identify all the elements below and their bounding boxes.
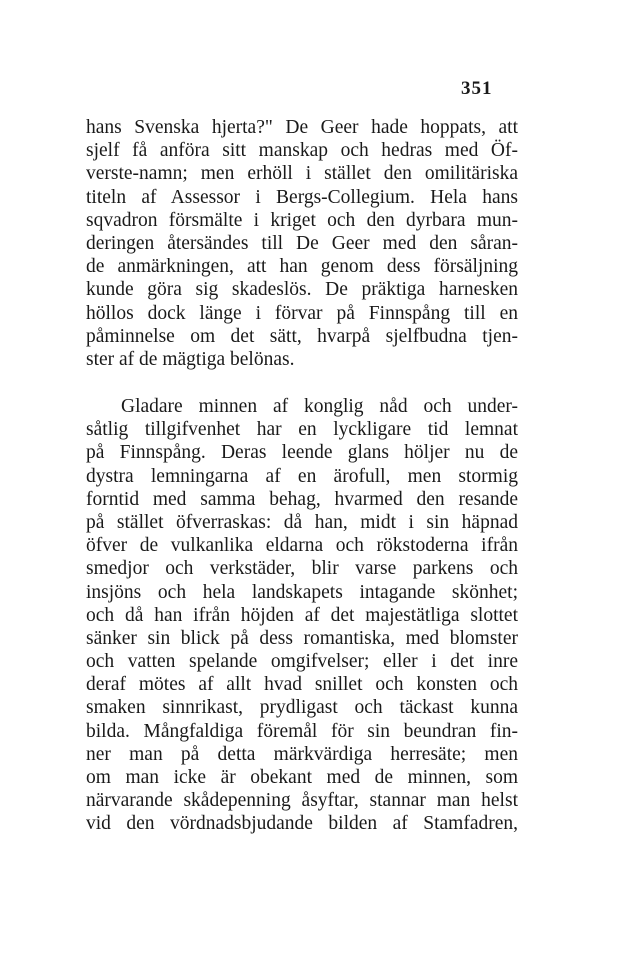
text-line: såtlig tillgifvenhet har en lyckligare tid lemnat — [86, 419, 518, 441]
text-line: deraf mötes af allt hvad snillet och konsten och — [86, 674, 518, 696]
text-line: insjöns och hela landskapets intagande skönhet; — [86, 581, 518, 603]
text-line: höllos dock länge i förvar på Finnspång till en — [86, 302, 518, 324]
text-line: titeln af Assessor i Bergs-Collegium. Hela hans — [86, 186, 518, 208]
text-line: bilda. Mångfaldiga föremål för sin beundran fin- — [86, 720, 518, 742]
paragraph-1 — [86, 116, 518, 371]
text-line: öfver de vulkanlika eldarna och rökstoderna ifrån — [86, 535, 518, 557]
text-line: närvarande skådepenning åsyftar, stannar man helst — [86, 790, 518, 812]
text-line: på stället öfverraskas: då han, midt i sin häpnad — [86, 511, 518, 533]
text-line: deringen återsändes till De Geer med den såran- — [86, 232, 518, 254]
text-line: de anmärkningen, att han genom dess försäljning — [86, 256, 518, 278]
text-line: forntid med samma behag, hvarmed den resande — [86, 488, 518, 510]
text-line: smaken sinnrikast, prydligast och täckast kunna — [86, 697, 518, 719]
text-line: ster af de mägtiga belönas. — [86, 348, 295, 370]
page-number: 351 — [461, 78, 493, 99]
text-line: kunde göra sig skadeslös. De präktiga harnesken — [86, 279, 518, 301]
text-line: hans Svenska hjerta?" De Geer hade hoppats, att — [86, 117, 518, 138]
text-line: Gladare minnen af konglig nåd och under- — [121, 396, 518, 417]
text-line: om man icke är obekant med de minnen, som — [86, 767, 518, 788]
text-line: sqvadron försmälte i kriget och den dyrbara mun- — [86, 209, 518, 231]
paragraph-2 — [86, 395, 518, 836]
text-line: på Finnspång. Deras leende glans höljer nu de — [86, 442, 518, 464]
text-line: ner man på detta märkvärdiga herresäte; men — [86, 743, 518, 765]
text-line: dystra lemningarna af en ärofull, men stormig — [86, 465, 518, 487]
text-line: påminnelse om det sätt, hvarpå sjelfbudna tjen- — [86, 325, 518, 347]
text-line: smedjor och verkstäder, blir varse parkens och — [86, 558, 518, 580]
text-line: sänker sin blick på dess romantiska, med blomster — [86, 627, 518, 649]
text-line: sjelf få anföra sitt manskap och hedras med Öf- — [86, 140, 518, 162]
text-line: verste-namn; men erhöll i stället den omilitäriska — [86, 163, 518, 185]
text-line: och då han ifrån höjden af det majestätliga slottet — [86, 604, 518, 626]
text-line: och vatten spelande omgifvelser; eller i det inre — [86, 651, 518, 673]
text-line: vid den vördnadsbjudande bilden af Stamfadren, — [86, 813, 518, 835]
